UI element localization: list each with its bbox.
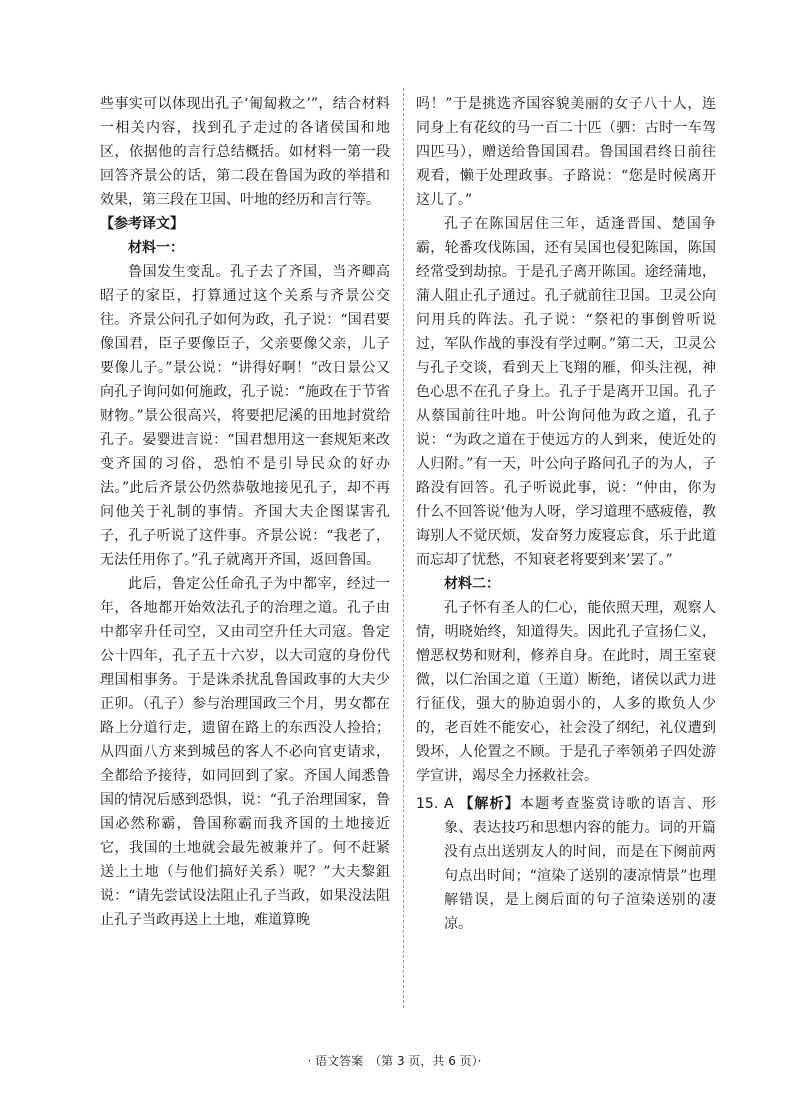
question-explanation: [444, 792, 716, 936]
answer-letter: A: [444, 796, 454, 812]
translation-paragraph-2-continued: 吗！”于是挑选齐国容貌美丽的女子八十人，连同身上有花纹的马一百二十匹（驷：古时一车驾四匹马），赠送给鲁国国君。鲁国国君终日前往观看，懒于处理政事。子路说：“您是时候离开这儿了。”: [416, 96, 716, 208]
page-footer: · 语文答案 （第 3 页，共 6 页）·: [307, 1054, 482, 1068]
intro-paragraph: 些事实可以体现出孔子‘匍匐救之’”，结合材料一相关内容，找到孔子走过的各诸侯国和地区，依据他的言行总结概括。如材料一第一段回答齐景公的话，第二段在鲁国为政的举措和效果，第三段在卫国、叶地的经历和言行等。: [100, 96, 390, 208]
translation-paragraph-4: 孔子怀有圣人的仁心，能依照天理，观察人情，明晓始终，知道得失。因此孔子宣扬仁义，憎恶权势和财利，修养自身。在此时，周王室衰微，以仁治国之道（王道）断绝，诸侯以武力进行征伐，强大的胁迫弱小的，人多的欺负人少的，老百姓不能安心，社会没了纲纪，礼仪遭到毁坏，人伦置之不顾。于是孔子率领弟子四处游学宣讲，竭尽全力拯救社会。: [416, 600, 716, 784]
analysis-text: 本题考查鉴赏诗歌的语言、形象、表达技巧和思想内容的能力。词的开篇没有点出送别友人的时间，而是在下阕前两句点出时间；“渲染了送别的凄凉情景”也理解错误，是上阕后面的句子渲染送别的凄凉。: [444, 796, 717, 932]
material-two-heading: 材料二：: [444, 576, 500, 592]
material-one-heading: 材料一：: [128, 240, 184, 256]
translation-paragraph-1: 鲁国发生变乱。孔子去了齐国，当齐卿高昭子的家臣，打算通过这个关系与齐景公交往。齐景公问孔子如何为政，孔子说：“国君要像国君，臣子要像臣子，父亲要像父亲，儿子要像儿子。”景公说：“讲得好啊！”改日景公又向孔子询问如何施政，孔子说：“施政在于节省财物。”景公很高兴，将要把尼溪的田地封赏给孔子。晏婴进言说：“国君想用这一套规矩来改变齐国的习俗，恐怕不是引导民众的好办法。”此后齐景公仍然恭敬地接见孔子，却不再问他关于礼制的事情。齐国大夫企图谋害孔子，孔子听说了这件事。齐景公说：“我老了，无法任用你了。”孔子就离开齐国，返回鲁国。: [100, 264, 390, 568]
analysis-tag: 【解析】: [459, 796, 520, 812]
left-column: [100, 92, 390, 932]
column-divider: [403, 88, 404, 1008]
right-column: [416, 92, 716, 936]
translation-paragraph-3: 孔子在陈国居住三年，适逢晋国、楚国争霸，轮番攻伐陈国，还有吴国也侵犯陈国，陈国经常受到劫掠。于是孔子离开陈国。途经蒲地，蒲人阻止孔子通过。孔子就前往卫国。卫灵公向问用兵的阵法。孔子说：“祭祀的事倒曾听说过，军队作战的事没有学过啊。”第二天，卫灵公与孔子交谈，看到天上飞翔的雁，仰头注视，神色心思不在孔子身上。孔子于是离开卫国。孔子从蔡国前往叶地。叶公询问他为政之道，孔子说：“为政之道在于使远方的人到来，使近处的人归附。”有一天，叶公向子路问孔子的为人，子路没有回答。孔子听说此事，说：“仲由，你为什么不回答说‘他为人呀，学习道理不感疲倦，教诲别人不觉厌烦，发奋努力废寝忘食，乐于此道而忘却了忧愁，不知衰老将要到来’罢了。”: [416, 216, 716, 568]
reference-translation-heading: 【参考译文】: [100, 216, 184, 232]
question-15: [416, 792, 716, 936]
question-number: 15.: [416, 796, 439, 812]
translation-paragraph-2: 此后，鲁定公任命孔子为中都宰，经过一年，各地都开始效法孔子的治理之道。孔子由中都宰升任司空，又由司空升任大司寇。鲁定公十四年，孔子五十六岁，以大司寇的身份代理国相事务。于是诛杀扰乱鲁国政事的大夫少正卯。（孔子）参与治理国政三个月，男女都在路上分道行走，遗留在路上的东西没人捡拾；从四面八方来到城邑的客人不必向官吏请求，全都给予接待，如同回到了家。齐国人闻悉鲁国的情况后感到恐惧，说：“孔子治理国家，鲁国必然称霸，鲁国称霸而我齐国的土地接近它，我国的土地就会最先被兼并了。何不赶紧送上土地（与他们搞好关系）呢？”大夫黎鉏说：“请先尝试设法阻止孔子当政，如果没法阻止孔子当政再送上土地，难道算晚: [100, 576, 390, 928]
